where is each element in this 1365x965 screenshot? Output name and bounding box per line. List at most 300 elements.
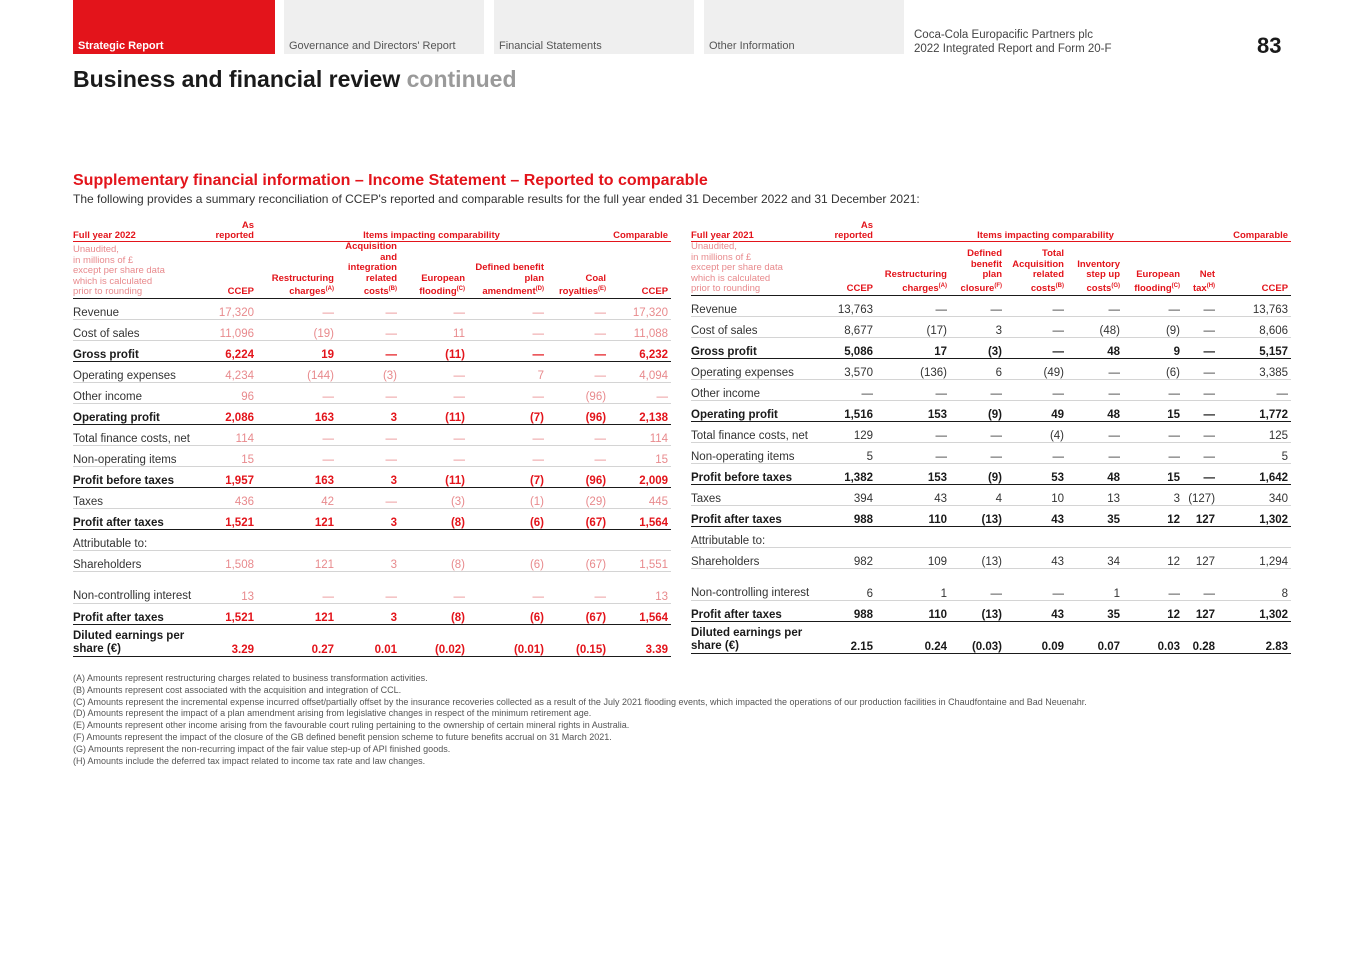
cell-value: — xyxy=(468,319,547,340)
cell-value: 3 xyxy=(337,508,400,529)
cell-value: — xyxy=(468,340,547,361)
cell-value: (6) xyxy=(468,508,547,529)
cell-value: — xyxy=(1067,358,1123,379)
cell-value: 114 xyxy=(609,424,671,445)
column-header-label: Restructuring charges xyxy=(884,269,947,294)
cell-value: (19) xyxy=(257,319,337,340)
footnote: (H) Amounts include the deferred tax impact related to income tax rate and law changes. xyxy=(73,755,426,766)
cell-value: — xyxy=(547,319,609,340)
cell-value: 3 xyxy=(1123,484,1183,505)
cell-value: 2,138 xyxy=(609,403,671,424)
column-header xyxy=(1067,242,1123,296)
cell-value: 7 xyxy=(468,361,547,382)
table-row xyxy=(691,379,1291,400)
footnote: (B) Amounts represent cost associated with the acquisition and integration of CCL. xyxy=(73,684,402,695)
cell-value: 1 xyxy=(1067,568,1123,600)
cell-value: (13) xyxy=(950,600,1005,621)
cell-value: — xyxy=(1067,421,1123,442)
cell-value: 988 xyxy=(823,505,876,526)
cell-value: 2.15 xyxy=(823,621,876,653)
footnote: (G) Amounts represent the non-recurring impact of the fair value step-up of API finished goods. xyxy=(73,743,451,754)
cell-value xyxy=(823,526,876,547)
cell-value: 8,677 xyxy=(823,316,876,337)
cell-value: — xyxy=(950,421,1005,442)
cell-value xyxy=(257,529,337,550)
cell-value: 48 xyxy=(1067,463,1123,484)
cell-value: 8 xyxy=(1218,568,1291,600)
column-header xyxy=(1218,242,1291,296)
column-header xyxy=(337,242,400,299)
cell-value: 988 xyxy=(823,600,876,621)
column-header xyxy=(257,242,337,299)
cell-value: 0.03 xyxy=(1123,621,1183,653)
cell-value: 2.83 xyxy=(1218,621,1291,653)
table-row xyxy=(691,568,1291,600)
cell-value xyxy=(400,529,468,550)
unaudited-note-line: which is calculated xyxy=(73,275,153,287)
cell-value: 1,957 xyxy=(205,466,257,487)
cell-value: — xyxy=(547,445,609,466)
cell-value: (8) xyxy=(400,550,468,571)
cell-value: (6) xyxy=(468,603,547,624)
cell-value: — xyxy=(468,382,547,403)
cell-value: — xyxy=(468,424,547,445)
cell-value: 12 xyxy=(1123,600,1183,621)
cell-value xyxy=(1218,526,1291,547)
cell-value: (96) xyxy=(547,382,609,403)
cell-value: — xyxy=(1005,442,1067,463)
unaudited-note xyxy=(73,242,205,299)
table-column-header-row xyxy=(691,242,1291,296)
cell-value: (0.01) xyxy=(468,624,547,656)
cell-value: — xyxy=(1218,379,1291,400)
as-reported-header: As reported xyxy=(205,221,257,242)
cell-value: (0.03) xyxy=(950,621,1005,653)
cell-value: 35 xyxy=(1067,505,1123,526)
column-header xyxy=(547,242,609,299)
cell-value: 3.29 xyxy=(205,624,257,656)
cell-value: 12 xyxy=(1123,547,1183,568)
document-title-line2: 2022 Integrated Report and Form 20-F xyxy=(914,43,1112,55)
cell-value: 1,516 xyxy=(823,400,876,421)
cell-value: 9 xyxy=(1123,337,1183,358)
tab-strategic-report[interactable] xyxy=(73,0,275,54)
row-label: Attributable to: xyxy=(691,526,823,547)
cell-value: 1,302 xyxy=(1218,505,1291,526)
cell-value: — xyxy=(468,445,547,466)
table-row xyxy=(691,621,1291,653)
cell-value: — xyxy=(1183,358,1218,379)
cell-value: (29) xyxy=(547,487,609,508)
cell-value: 121 xyxy=(257,508,337,529)
column-header xyxy=(823,242,876,296)
cell-value: 53 xyxy=(1005,463,1067,484)
cell-value: 35 xyxy=(1067,600,1123,621)
cell-value: (49) xyxy=(1005,358,1067,379)
cell-value: (8) xyxy=(400,603,468,624)
cell-value: — xyxy=(1005,379,1067,400)
cell-value: 4 xyxy=(950,484,1005,505)
cell-value: 0.27 xyxy=(257,624,337,656)
cell-value: — xyxy=(400,445,468,466)
cell-value: 19 xyxy=(257,340,337,361)
row-label: Non-operating items xyxy=(73,445,205,466)
cell-value: 4,234 xyxy=(205,361,257,382)
cell-value: 5,157 xyxy=(1218,337,1291,358)
cell-value: 3 xyxy=(337,466,400,487)
cell-value: 1,564 xyxy=(609,508,671,529)
row-label: Operating profit xyxy=(73,403,205,424)
table-row xyxy=(73,571,671,603)
cell-value: — xyxy=(1183,421,1218,442)
cell-value: — xyxy=(1183,400,1218,421)
top-navigation xyxy=(0,0,1365,56)
cell-value: — xyxy=(547,361,609,382)
column-header xyxy=(1005,242,1067,296)
cell-value xyxy=(547,529,609,550)
cell-value: 125 xyxy=(1218,421,1291,442)
cell-value: (0.15) xyxy=(547,624,609,656)
column-header-footnote-ref: (H) xyxy=(1206,282,1216,289)
table-header-row xyxy=(73,221,671,242)
cell-value: 43 xyxy=(1005,547,1067,568)
cell-value: 3.39 xyxy=(609,624,671,656)
document-title xyxy=(914,28,1112,56)
items-impacting-header: Items impacting comparability xyxy=(876,221,1218,242)
column-header-label: Net tax xyxy=(1192,269,1216,294)
comparable-header: Comparable xyxy=(1218,221,1291,242)
cell-value: — xyxy=(1183,337,1218,358)
table-row xyxy=(691,421,1291,442)
cell-value: — xyxy=(468,571,547,603)
row-label: Non-controlling interest xyxy=(73,571,205,603)
cell-value: — xyxy=(400,571,468,603)
cell-value: — xyxy=(337,445,400,466)
cell-value: 13 xyxy=(609,571,671,603)
tab-label: Other Information xyxy=(709,40,795,52)
cell-value: 127 xyxy=(1183,547,1218,568)
column-header-footnote-ref: (B) xyxy=(388,286,397,292)
cell-value: — xyxy=(1067,442,1123,463)
cell-value: 42 xyxy=(257,487,337,508)
footnote: (F) Amounts represent the impact of the closure of the GB defined benefit pension scheme to future benefits accrual on 31 March 2021. xyxy=(73,731,612,742)
cell-value: (13) xyxy=(950,547,1005,568)
cell-value: 15 xyxy=(609,445,671,466)
cell-value xyxy=(950,526,1005,547)
cell-value: 1,551 xyxy=(609,550,671,571)
cell-value: (6) xyxy=(1123,358,1183,379)
cell-value: 6 xyxy=(950,358,1005,379)
cell-value: 15 xyxy=(205,445,257,466)
cell-value: — xyxy=(1123,421,1183,442)
cell-value: 2,009 xyxy=(609,466,671,487)
table-row xyxy=(691,442,1291,463)
table-row xyxy=(73,445,671,466)
income-statement-2021-table xyxy=(691,221,1291,654)
page-title-main: Business and financial review xyxy=(73,66,401,92)
row-label: Cost of sales xyxy=(691,316,823,337)
cell-value: (7) xyxy=(468,403,547,424)
tab-financial-statements[interactable] xyxy=(494,0,694,54)
cell-value: 110 xyxy=(876,600,950,621)
row-label: Profit after taxes xyxy=(691,600,823,621)
cell-value: — xyxy=(1123,568,1183,600)
cell-value: — xyxy=(257,298,337,319)
cell-value: — xyxy=(876,421,950,442)
cell-value: (13) xyxy=(950,505,1005,526)
row-label: Profit before taxes xyxy=(73,466,205,487)
section-title: Supplementary financial information – Income Statement – Reported to comparable xyxy=(73,172,708,189)
footnotes xyxy=(73,673,1087,767)
row-label: Operating expenses xyxy=(73,361,205,382)
cell-value: — xyxy=(547,571,609,603)
cell-value: 11,096 xyxy=(205,319,257,340)
cell-value: (96) xyxy=(547,403,609,424)
column-header xyxy=(205,242,257,299)
table-row xyxy=(73,550,671,571)
cell-value xyxy=(1123,526,1183,547)
column-header-label: CCEP xyxy=(1261,283,1289,294)
row-label: Profit after taxes xyxy=(691,505,823,526)
table-row xyxy=(691,316,1291,337)
cell-value: — xyxy=(876,295,950,316)
cell-value: — xyxy=(950,295,1005,316)
row-label: Cost of sales xyxy=(73,319,205,340)
cell-value: — xyxy=(876,442,950,463)
cell-value: (127) xyxy=(1183,484,1218,505)
cell-value: 11,088 xyxy=(609,319,671,340)
table-row xyxy=(691,337,1291,358)
cell-value: 3 xyxy=(337,403,400,424)
row-label: Operating profit xyxy=(691,400,823,421)
column-header-label: CCEP xyxy=(846,283,873,294)
tab-other-information[interactable] xyxy=(704,0,904,54)
column-header-label: CCEP xyxy=(641,286,669,298)
column-header-label: Defined benefit plan closure xyxy=(960,248,1002,294)
cell-value: 153 xyxy=(876,400,950,421)
cell-value: (67) xyxy=(547,550,609,571)
cell-value: 12 xyxy=(1123,505,1183,526)
cell-value: — xyxy=(337,571,400,603)
cell-value: — xyxy=(1183,442,1218,463)
cell-value: 1,772 xyxy=(1218,400,1291,421)
footnote: (E) Amounts represent other income arising from the favourable court ruling pertaining to the ownership of certain mineral rights in Australia. xyxy=(73,720,630,731)
row-label: Profit after taxes xyxy=(73,508,205,529)
row-label: Gross profit xyxy=(691,337,823,358)
column-header xyxy=(876,242,950,296)
cell-value: 10 xyxy=(1005,484,1067,505)
cell-value: 1 xyxy=(876,568,950,600)
row-label: Total finance costs, net xyxy=(691,421,823,442)
footnote: (C) Amounts represent the incremental expense incurred offset/partially offset by the insurance recoveries collected as a result of the July 2021 flooding events, which impacted the operations of our production facilities in Chaudfontaine and Bad Neuenahr. xyxy=(73,696,1087,707)
cell-value: 4,094 xyxy=(609,361,671,382)
tab-label: Governance and Directors' Report xyxy=(289,40,456,52)
cell-value: 445 xyxy=(609,487,671,508)
row-label: Shareholders xyxy=(73,550,205,571)
cell-value: — xyxy=(257,382,337,403)
cell-value: 982 xyxy=(823,547,876,568)
row-label: Profit before taxes xyxy=(691,463,823,484)
column-header-label: European flooding xyxy=(419,272,465,298)
unaudited-note-line: Unaudited, xyxy=(73,244,119,256)
table-row xyxy=(73,298,671,319)
table-row xyxy=(73,424,671,445)
cell-value: 13,763 xyxy=(1218,295,1291,316)
cell-value: — xyxy=(257,571,337,603)
row-label: Profit after taxes xyxy=(73,603,205,624)
unaudited-note-line: Unaudited, xyxy=(691,241,737,252)
row-label: Shareholders xyxy=(691,547,823,568)
cell-value: 109 xyxy=(876,547,950,568)
cell-value: 110 xyxy=(876,505,950,526)
column-header-footnote-ref: (G) xyxy=(1111,282,1120,289)
table-row xyxy=(73,382,671,403)
cell-value: — xyxy=(337,424,400,445)
column-header-footnote-ref: (C) xyxy=(456,286,465,292)
cell-value: 114 xyxy=(205,424,257,445)
row-label: Taxes xyxy=(73,487,205,508)
row-label: Other income xyxy=(73,382,205,403)
column-header-label: European flooding xyxy=(1134,269,1180,294)
cell-value: — xyxy=(876,379,950,400)
page-title-suffix: continued xyxy=(406,66,517,92)
cell-value: 3,385 xyxy=(1218,358,1291,379)
cell-value: 127 xyxy=(1183,505,1218,526)
table-row xyxy=(73,403,671,424)
cell-value: — xyxy=(337,298,400,319)
cell-value: 96 xyxy=(205,382,257,403)
cell-value: 11 xyxy=(400,319,468,340)
cell-value: 48 xyxy=(1067,337,1123,358)
column-header xyxy=(400,242,468,299)
cell-value: 2,086 xyxy=(205,403,257,424)
document-title-line1: Coca-Cola Europacific Partners plc xyxy=(914,29,1093,41)
table-row xyxy=(73,361,671,382)
column-header xyxy=(1123,242,1183,296)
table-row xyxy=(73,319,671,340)
cell-value: 0.24 xyxy=(876,621,950,653)
cell-value: (96) xyxy=(547,466,609,487)
cell-value: 43 xyxy=(876,484,950,505)
cell-value: (1) xyxy=(468,487,547,508)
tab-label: Strategic Report xyxy=(78,40,164,52)
cell-value: — xyxy=(337,319,400,340)
cell-value: — xyxy=(1067,295,1123,316)
cell-value: 1,521 xyxy=(205,603,257,624)
row-label: Diluted earnings per share (€) xyxy=(691,621,823,653)
unaudited-note-line: in millions of £ xyxy=(691,251,752,263)
row-label: Non-controlling interest xyxy=(691,568,823,600)
table-row xyxy=(691,463,1291,484)
cell-value: (9) xyxy=(1123,316,1183,337)
cell-value: (3) xyxy=(950,337,1005,358)
cell-value: — xyxy=(1005,568,1067,600)
period-label: Full year 2022 xyxy=(73,221,205,242)
cell-value: (9) xyxy=(950,400,1005,421)
column-header-footnote-ref: (A) xyxy=(325,286,334,292)
column-header-label: Coal royalties xyxy=(558,272,607,298)
table-row xyxy=(73,624,671,656)
cell-value: 43 xyxy=(1005,600,1067,621)
cell-value: 0.01 xyxy=(337,624,400,656)
cell-value xyxy=(1067,526,1123,547)
unaudited-note-line: prior to rounding xyxy=(691,283,761,294)
row-label: Non-operating items xyxy=(691,442,823,463)
cell-value xyxy=(876,526,950,547)
cell-value: — xyxy=(337,382,400,403)
cell-value: — xyxy=(547,340,609,361)
table-header-row xyxy=(691,221,1291,242)
cell-value: 43 xyxy=(1005,505,1067,526)
cell-value: 1,521 xyxy=(205,508,257,529)
tab-governance[interactable] xyxy=(284,0,484,54)
table-row xyxy=(73,508,671,529)
page-number: 83 xyxy=(1257,33,1282,58)
column-header-footnote-ref: (B) xyxy=(1055,282,1064,289)
cell-value: — xyxy=(1183,463,1218,484)
cell-value: (4) xyxy=(1005,421,1067,442)
unaudited-note-line: in millions of £ xyxy=(73,254,134,266)
column-header xyxy=(1183,242,1218,296)
cell-value: 1,642 xyxy=(1218,463,1291,484)
cell-value: 3 xyxy=(337,550,400,571)
cell-value: — xyxy=(1183,316,1218,337)
cell-value: (6) xyxy=(468,550,547,571)
cell-value: — xyxy=(609,382,671,403)
cell-value xyxy=(1005,526,1067,547)
footnote: (D) Amounts represent the impact of a plan amendment arising from legislative changes in respect of the minimum retirement age. xyxy=(73,708,592,719)
cell-value: — xyxy=(337,340,400,361)
cell-value: 17 xyxy=(876,337,950,358)
cell-value: (144) xyxy=(257,361,337,382)
row-label: Revenue xyxy=(73,298,205,319)
cell-value: 17,320 xyxy=(609,298,671,319)
table-row xyxy=(691,358,1291,379)
column-header xyxy=(609,242,671,299)
cell-value: (48) xyxy=(1067,316,1123,337)
row-label: Other income xyxy=(691,379,823,400)
cell-value xyxy=(468,529,547,550)
cell-value: — xyxy=(400,361,468,382)
cell-value: 8,606 xyxy=(1218,316,1291,337)
cell-value: (17) xyxy=(876,316,950,337)
cell-value: (67) xyxy=(547,603,609,624)
cell-value: — xyxy=(1005,295,1067,316)
cell-value: (11) xyxy=(400,466,468,487)
cell-value: — xyxy=(547,298,609,319)
row-label: Operating expenses xyxy=(691,358,823,379)
cell-value: (8) xyxy=(400,508,468,529)
cell-value: 1,564 xyxy=(609,603,671,624)
column-header-label: Total Acquisition related costs xyxy=(1012,248,1064,294)
cell-value: 153 xyxy=(876,463,950,484)
cell-value: 15 xyxy=(1123,463,1183,484)
page-title xyxy=(73,66,517,93)
column-header-footnote-ref: (F) xyxy=(994,282,1002,289)
cell-value: — xyxy=(1123,379,1183,400)
cell-value: — xyxy=(257,445,337,466)
cell-value: 34 xyxy=(1067,547,1123,568)
cell-value: (67) xyxy=(547,508,609,529)
column-header-footnote-ref: (A) xyxy=(938,282,947,289)
row-label: Gross profit xyxy=(73,340,205,361)
cell-value: 15 xyxy=(1123,400,1183,421)
cell-value: — xyxy=(950,442,1005,463)
cell-value: 129 xyxy=(823,421,876,442)
unaudited-note-line: except per share data xyxy=(73,265,165,277)
cell-value: 436 xyxy=(205,487,257,508)
cell-value: 121 xyxy=(257,550,337,571)
